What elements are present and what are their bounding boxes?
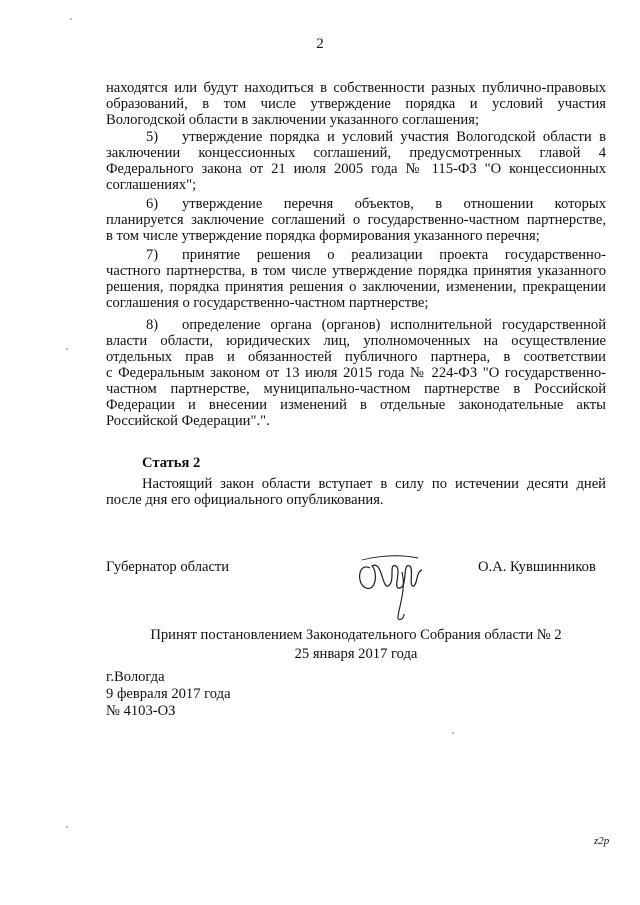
paragraph-line-text: определение органа (органов) исполнительной государственной: [182, 317, 606, 333]
paragraph-line: решения, порядка принятия решения о заключении, изменении, прекращении: [106, 279, 606, 295]
paragraph-7: [106, 247, 606, 311]
list-number: 8): [146, 317, 159, 333]
paragraph-line: Российской Федерации".".: [106, 413, 270, 429]
article-2-text: [106, 476, 606, 508]
paragraph-line: [106, 247, 606, 263]
scan-speck: [66, 348, 68, 350]
scan-speck: [452, 732, 454, 734]
signing-city: г.Вологда: [106, 669, 165, 685]
paragraph-line: с Федеральным законом от 13 июля 2015 года № 224-ФЗ "О государственно-: [106, 365, 606, 381]
list-number: 6): [146, 196, 159, 212]
paragraph-line: Вологодской области в заключении указанного соглашения;: [106, 112, 480, 128]
paragraph-line: планируется заключение соглашений о государственно-частном партнерстве,: [106, 212, 606, 228]
scan-speck: [70, 18, 72, 20]
signatory-position: Губернатор области: [106, 559, 230, 575]
corner-mark: z2p: [594, 835, 610, 847]
paragraph-line: [106, 196, 606, 212]
signatory-name: О.А. Кувшинников: [478, 559, 596, 575]
paragraph-line: частном партнерстве, муниципально-частном партнерстве в Российской: [106, 381, 606, 397]
paragraph-line: [106, 129, 606, 145]
law-number: № 4103-ОЗ: [106, 703, 176, 719]
handwritten-signature: [352, 532, 432, 628]
signing-date: 9 февраля 2017 года: [106, 686, 231, 702]
paragraph-line: власти области, юридических лиц, уполномоченных на осуществление: [106, 333, 606, 349]
page-number: 2: [316, 36, 324, 52]
article-2-line: Настоящий закон области вступает в силу по истечении десяти дней: [142, 476, 606, 492]
paragraph-5: [106, 129, 606, 193]
paragraph-line: частного партнерства, в том числе утверждение порядка принятия указанного: [106, 263, 606, 279]
paragraph-line: отдельных прав и обязанностей публичного партнера, в соответствии: [106, 349, 606, 365]
article-2-heading: Статья 2: [142, 455, 201, 471]
adoption-line-2: 25 января 2017 года: [294, 646, 418, 662]
paragraph-line: соглашениях";: [106, 177, 197, 193]
paragraph-line: находятся или будут находиться в собственности разных публично-правовых: [106, 80, 606, 96]
paragraph-line: заключении концессионных соглашений, предусмотренных главой 4: [106, 145, 606, 161]
list-number: 7): [146, 247, 159, 263]
paragraph-line-text: утверждение перечня объектов, в отношении которых: [182, 196, 606, 212]
paragraph-line: в том числе утверждение порядка формирования указанного перечня;: [106, 228, 540, 244]
paragraph-line-text: принятие решения о реализации проекта государственно-: [182, 247, 606, 263]
paragraph-continued: [106, 80, 606, 128]
paragraph-line: Федерального закона от 21 июля 2005 года № 115-ФЗ "О концессионных: [106, 161, 606, 177]
article-2-line: после дня его официального опубликования.: [106, 492, 384, 508]
paragraph-line: [106, 317, 606, 333]
paragraph-line: соглашения о государственно-частном партнерстве;: [106, 295, 429, 311]
list-number: 5): [146, 129, 159, 145]
adoption-line-1: Принят постановлением Законодательного Собрания области № 2: [150, 627, 562, 643]
paragraph-8: [106, 317, 606, 429]
paragraph-6: [106, 196, 606, 244]
scan-speck: [66, 826, 68, 828]
paragraph-line: Федерации и внесении изменений в отдельные законодательные акты: [106, 397, 606, 413]
paragraph-line: образований, в том числе утверждение порядка и условий участия: [106, 96, 606, 112]
paragraph-line-text: утверждение порядка и условий участия Вологодской области в: [182, 129, 606, 145]
